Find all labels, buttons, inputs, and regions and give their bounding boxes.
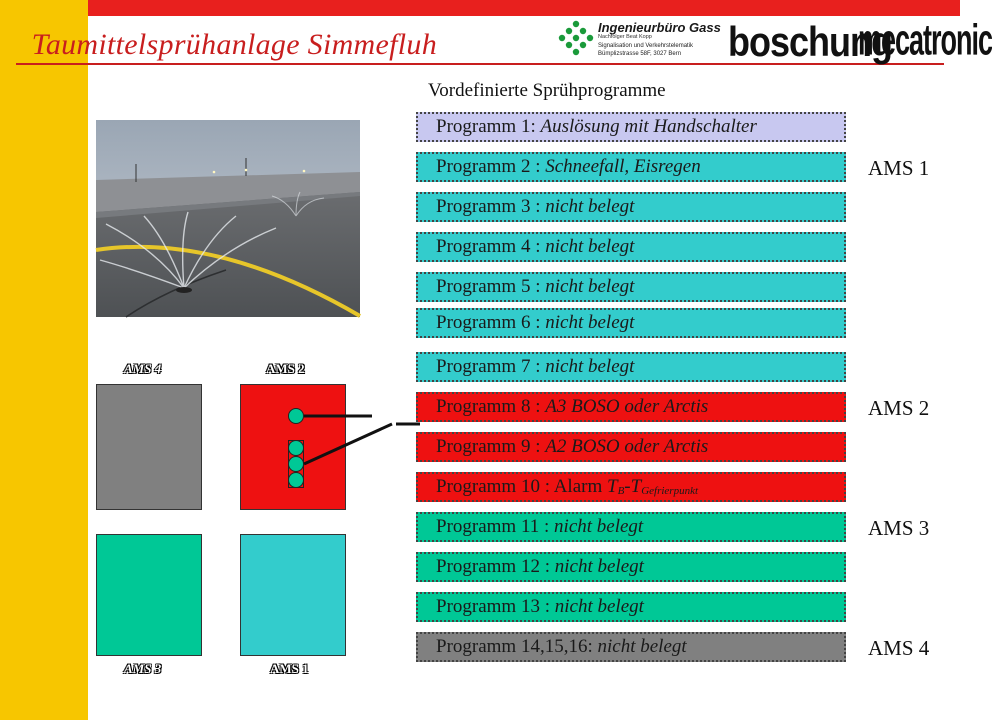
program-description: nicht belegt — [545, 276, 635, 297]
ams2-diagram-label: AMS 2 — [266, 361, 305, 376]
top-accent-bar — [0, 0, 960, 16]
gass-address-line-2: Bümplizstrasse 58F, 3027 Bern — [598, 51, 682, 57]
program-row-11 — [416, 512, 846, 542]
program-dash: - — [624, 476, 631, 497]
slide-title: Taumittelsprühanlage Simmefluh — [16, 28, 438, 61]
ams1-diagram-label: AMS 1 — [270, 661, 309, 676]
program-prefix: Programm 6 : — [436, 312, 546, 333]
program-description: A2 BOSO oder Arctis — [545, 436, 709, 457]
spray-system-photo — [96, 120, 360, 317]
program-prefix: Programm 1: — [436, 116, 541, 137]
program-row-10 — [416, 472, 846, 502]
left-accent-bar — [0, 0, 88, 720]
ams1-box — [240, 534, 346, 656]
program-row-9 — [416, 432, 846, 462]
program-description: nicht belegt — [597, 636, 687, 657]
ams4-diagram-label: AMS 4 — [124, 361, 162, 376]
program-prefix: Programm 4 : — [436, 236, 546, 257]
program-prefix: Programm 2 : — [436, 156, 546, 177]
program-row-1 — [416, 112, 846, 142]
ams3-box — [96, 534, 202, 656]
program-row-7 — [416, 352, 846, 382]
program-row-13 — [416, 592, 846, 622]
ams-label-4: AMS 4 — [868, 636, 930, 660]
ams-label-2: AMS 2 — [868, 396, 930, 420]
program-description: Schneefall, Eisregen — [545, 156, 701, 177]
program-description: nicht belegt — [554, 516, 644, 537]
program-description: nicht belegt — [545, 236, 635, 257]
program-row-14 — [416, 632, 846, 662]
program-description: nicht belegt — [545, 196, 635, 217]
program-description-2: T — [630, 476, 642, 497]
connector-lines — [296, 400, 426, 480]
program-prefix: Programm 9 : — [436, 436, 546, 457]
program-row-2 — [416, 152, 846, 182]
program-prefix: Programm 7 : — [436, 356, 546, 377]
program-prefix: Programm 12 : — [436, 556, 555, 577]
program-description: A3 BOSO oder Arctis — [545, 396, 709, 417]
program-description: nicht belegt — [545, 356, 635, 377]
ams4-box — [96, 384, 202, 510]
program-row-12 — [416, 552, 846, 582]
program-prefix: Programm 14,15,16: — [436, 636, 598, 657]
gass-name: Ingenieurbüro Gass — [598, 20, 721, 35]
gass-logo — [556, 18, 722, 64]
program-description: nicht belegt — [554, 596, 644, 617]
program-row-6 — [416, 308, 846, 338]
program-description: nicht belegt — [545, 312, 635, 333]
gass-subtitle: Nachfolger Beat Kopp — [598, 34, 652, 40]
program-description: T — [606, 476, 618, 497]
program-row-5 — [416, 272, 846, 302]
ams3-diagram-label: AMS 3 — [124, 661, 162, 676]
section-title: Vordefinierte Sprühprogramme — [428, 80, 666, 101]
program-row-4 — [416, 232, 846, 262]
program-prefix: Programm 3 : — [436, 196, 546, 217]
program-prefix: Programm 8 : — [436, 396, 546, 417]
ams-label-1: AMS 1 — [868, 156, 930, 180]
ams-label-3: AMS 3 — [868, 516, 930, 540]
program-prefix: Programm 10 : Alarm — [436, 476, 607, 497]
program-prefix: Programm 5 : — [436, 276, 546, 297]
program-description: nicht belegt — [554, 556, 644, 577]
gass-logo-mark-icon — [556, 18, 596, 58]
boschung-logo: boschung — [728, 18, 892, 66]
program-subscript: B — [617, 485, 625, 497]
program-row-8 — [416, 392, 846, 422]
gass-address-line-1: Signalisation und Verkehrstelematik — [598, 43, 694, 49]
program-row-3 — [416, 192, 846, 222]
program-description: Auslösung mit Handschalter — [540, 116, 757, 137]
program-prefix: Programm 11 : — [436, 516, 555, 537]
mecatronic-logo: mecatronic — [858, 16, 992, 64]
program-prefix: Programm 13 : — [436, 596, 555, 617]
program-subscript-2: Gefrierpunkt — [641, 485, 699, 497]
